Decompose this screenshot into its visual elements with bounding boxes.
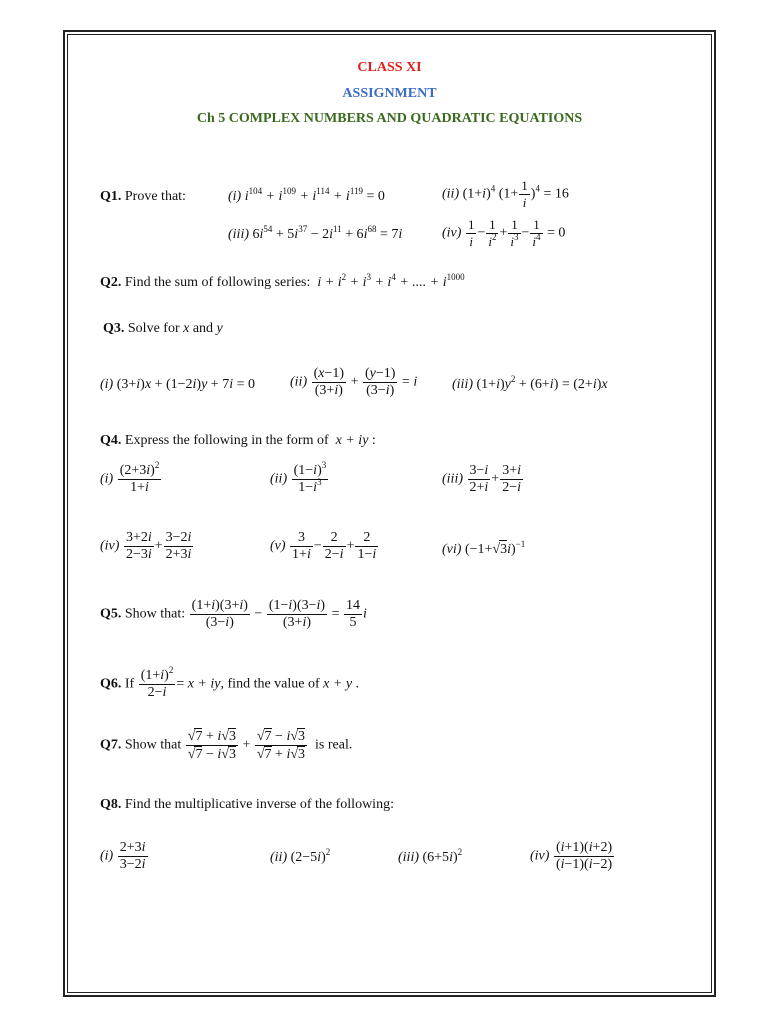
q2-text: Find the sum of following series: — [124, 275, 311, 290]
q3-text: Solve for — [127, 321, 180, 336]
q4-part-v: (v) $\frac{3}{1+i}$ − $\frac{2}{2-i}$ + $\frac{2}{1-i}$ — [270, 530, 377, 562]
q5-line: Q5. Show that: $\frac{(1+i)(3+i)}{(3-i)}$ − $\frac{(1-i)(3-i)}{(3+i)}$ = $\frac{14}{5}$ i — [100, 598, 367, 630]
q4-label: Q4. — [100, 433, 122, 448]
q7-text: Show that — [124, 737, 182, 753]
q1-prompt — [100, 188, 186, 206]
q3-part-iii: (iii) $(1+i)y^2 + (6+i) = (2+i)x$ — [452, 374, 608, 392]
q3-part-ii: (ii) $\frac{(x-1)}{(3+i)}$ + $\frac{(y-1)}{(3-i)}$ = i — [290, 366, 418, 398]
page-border-inner — [67, 34, 712, 993]
assignment-heading: ASSIGNMENT — [342, 86, 437, 101]
chapter-heading: Ch 5 COMPLEX NUMBERS AND QUADRATIC EQUATIONS — [196, 111, 583, 126]
q1-part-iv: (iv) $\frac{1}{i}$ − $\frac{1}{i^2}$ + $\frac{1}{i^3}$ − $\frac{1}{i^4}$ = 0 — [442, 217, 566, 249]
q8-label: Q8. — [100, 797, 122, 812]
q8-text: Find the multiplicative inverse of the following: — [124, 797, 394, 812]
q4-part-iv: (iv) $\frac{3+2i}{2-3i}$ + $\frac{3-2i}{2+3i}$ — [100, 530, 192, 562]
q6-text: If — [124, 676, 135, 692]
q3-prompt: Q3. Solve for x and y — [103, 321, 223, 336]
q1-part-iii: (iii) $6i^{54} + 5i^{37} - 2i^{11} + 6i^{68} = 7i$ — [228, 224, 403, 242]
q7-tail: is real. — [315, 737, 353, 753]
q5-text: Show that: — [124, 606, 186, 622]
q4-part-vi: (vi) $(-1+√3i)^{-1}$ — [442, 539, 526, 557]
q6-label: Q6. — [100, 676, 122, 692]
q7-label: Q7. — [100, 737, 122, 753]
q1-label: Q1. — [100, 189, 122, 204]
q2-prompt — [100, 274, 465, 292]
q7-line: Q7. Show that $\frac{√7 + i√3}{√7 - i√3}$ + $\frac{√7 - i√3}{√7 + i√3}$ is real. — [100, 729, 353, 762]
q2-series: $i + i^2 + i^3 + i^4$ + .... + $i^{1000}$ — [313, 272, 465, 290]
q1-part-ii: (ii) $(1+i)^4$ (1+ $\frac{1}{i}$ )$^4$ = 16 — [442, 178, 569, 210]
q4-part-i: (i) $\frac{(2+3i)^2}{1+i}$ — [100, 460, 160, 495]
q6-line: Q6. If $\frac{(1+i)^2}{2-i}$ = x + iy, find the value of x + y . — [100, 665, 360, 700]
q6-tail: , find the value of — [220, 676, 320, 692]
q8-part-iii: (iii) $(6+5i)^2$ — [398, 847, 463, 865]
q5-label: Q5. — [100, 606, 122, 622]
q8-part-i: (i) $\frac{2+3i}{3-2i}$ — [100, 840, 146, 872]
q2-label: Q2. — [100, 275, 122, 290]
q4-prompt: Q4. Express the following in the form of x + iy : — [100, 433, 376, 448]
q8-part-ii: (ii) $(2-5i)^2$ — [270, 847, 331, 865]
q3-label: Q3. — [103, 321, 125, 336]
q4-text: Express the following in the form of — [124, 433, 329, 448]
q3-and: and — [192, 321, 214, 336]
q4-part-ii: (ii) $\frac{(1-i)^3}{1-i^3}$ — [270, 460, 327, 495]
q4-part-iii: (iii) $\frac{3-i}{2+i}$ + $\frac{3+i}{2-i}$ — [442, 463, 521, 495]
q1-text: Prove that: — [124, 189, 186, 204]
class-heading: CLASS XI — [357, 60, 422, 75]
q3-part-i: (i) (3+i)x + (1−2i)y + 7i = 0 — [100, 377, 255, 392]
q8-prompt — [100, 796, 394, 814]
q8-part-iv: (iv) $\frac{(i+1)(i+2)}{(i-1)(i-2)}$ — [530, 840, 613, 872]
q1-part-i: (i) $i^{104} + i^{109} + i^{114} + i^{119} = 0$ — [228, 186, 385, 204]
